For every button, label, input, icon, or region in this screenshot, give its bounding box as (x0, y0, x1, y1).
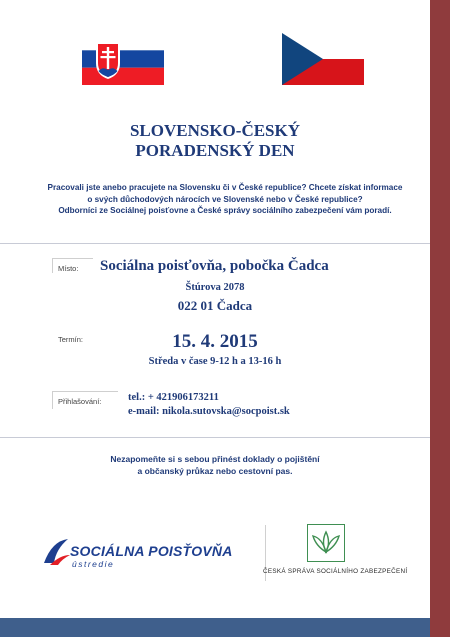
venue-street: Štúrova 2078 (185, 282, 245, 293)
slovak-flag-icon (82, 33, 164, 85)
bottom-accent-bar (0, 618, 430, 637)
venue-organization: Sociálna poisťovňa, pobočka Čadca (100, 258, 329, 274)
cssz-leaf-logo-icon (307, 524, 345, 562)
cssz-name: ČESKÁ SPRÁVA SOCIÁLNÍHO ZABEZPEČENÍ (263, 568, 408, 575)
page-title-line-1: SLOVENSKO-ČESKÝ (129, 121, 301, 140)
czech-flag-icon (282, 33, 364, 85)
socialna-poistovna-subtitle: ústredie (72, 559, 115, 569)
venue-label: Místo: (58, 264, 79, 273)
reminder-text (0, 453, 430, 477)
page-title-line-2: PORADENSKÝ DEN (135, 141, 295, 160)
intro-text (20, 182, 430, 217)
socialna-poistovna-name: SOCIÁLNA POISŤOVŇA (70, 543, 233, 559)
registration-email[interactable]: e-mail: nikola.sutovska@socpoist.sk (128, 406, 290, 417)
registration-phone[interactable]: tel.: + 421906173211 (128, 392, 219, 403)
right-accent-bar (430, 0, 450, 637)
venue-city: 022 01 Čadca (177, 298, 253, 313)
intro-line-2: o svých důchodových nárocích ve Slovenské nebo v České republice? (87, 194, 363, 204)
divider-top (0, 243, 430, 244)
event-date: 15. 4. 2015 (172, 331, 258, 352)
event-time: Středa v čase 9-12 h a 13-16 h (148, 356, 282, 367)
reminder-line-2: a občanský průkaz nebo cestovní pas. (137, 466, 293, 476)
term-label: Termín: (58, 335, 84, 344)
intro-line-1: Pracovali jste anebo pracujete na Slovensku či v České republice? Chcete získat informace (47, 183, 403, 192)
registration-label: Přihlašování: (58, 397, 102, 406)
intro-line-3: Odborníci ze Sociálnej poisťovne a České správy sociálního zabezpečení vám poradí. (58, 206, 392, 215)
reminder-line-1: Nezapomeňte si s sebou přinést doklady o pojištění (110, 454, 320, 464)
divider-bottom (0, 437, 430, 438)
